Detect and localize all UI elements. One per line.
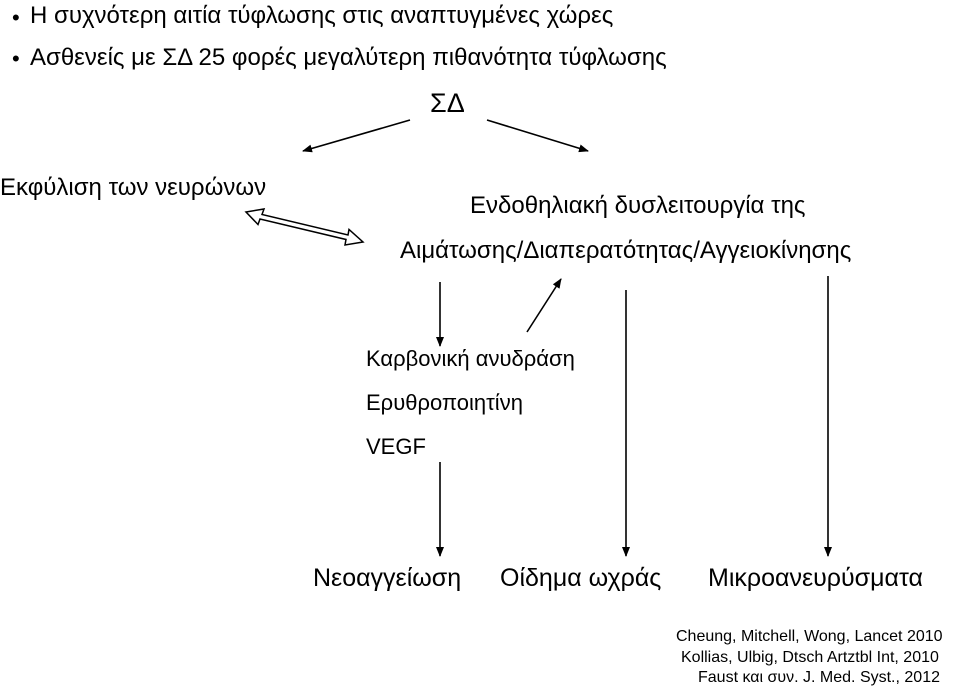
outcome-2: Οίδημα ωχράς [500,564,662,592]
left-node: Εκφύλιση των νευρώνων [0,174,267,201]
outcome-3: Μικροανευρύσματα [708,564,923,592]
arrow-root-to-left [303,120,410,151]
arrow-from-mediators [527,279,561,332]
outcome-1: Νεοαγγείωση [313,564,462,592]
root-node: ΣΔ [430,88,465,118]
right-node-line2: Αιμάτωσης/Διαπερατότητας/Αγγειοκίνησης [400,237,852,264]
reference-1: Cheung, Mitchell, Wong, Lancet 2010 [676,628,943,645]
arrow-root-to-right [487,120,588,151]
bullet-dot: • [12,5,20,30]
bullet-text-1: Η συχνότερη αιτία τύφλωσης στις αναπτυγμένες χώρες [30,2,614,29]
double-arrow-left-right [246,209,363,245]
right-node-line1: Ενδοθηλιακή δυσλειτουργία της [470,192,806,219]
bullet-text-2: Ασθενείς με ΣΔ 25 φορές μεγαλύτερη πιθανότητα τύφλωσης [30,44,667,71]
bullet-dot: • [12,46,20,71]
reference-3: Faust και συν. J. Med. Syst., 2012 [698,669,940,686]
mediator-1: Καρβονική ανυδράση [366,346,575,371]
mediator-2: Ερυθροποιητίνη [366,390,523,415]
reference-2: Kollias, Ulbig, Dtsch Artztbl Int, 2010 [681,649,939,666]
mediator-3: VEGF [366,434,426,459]
